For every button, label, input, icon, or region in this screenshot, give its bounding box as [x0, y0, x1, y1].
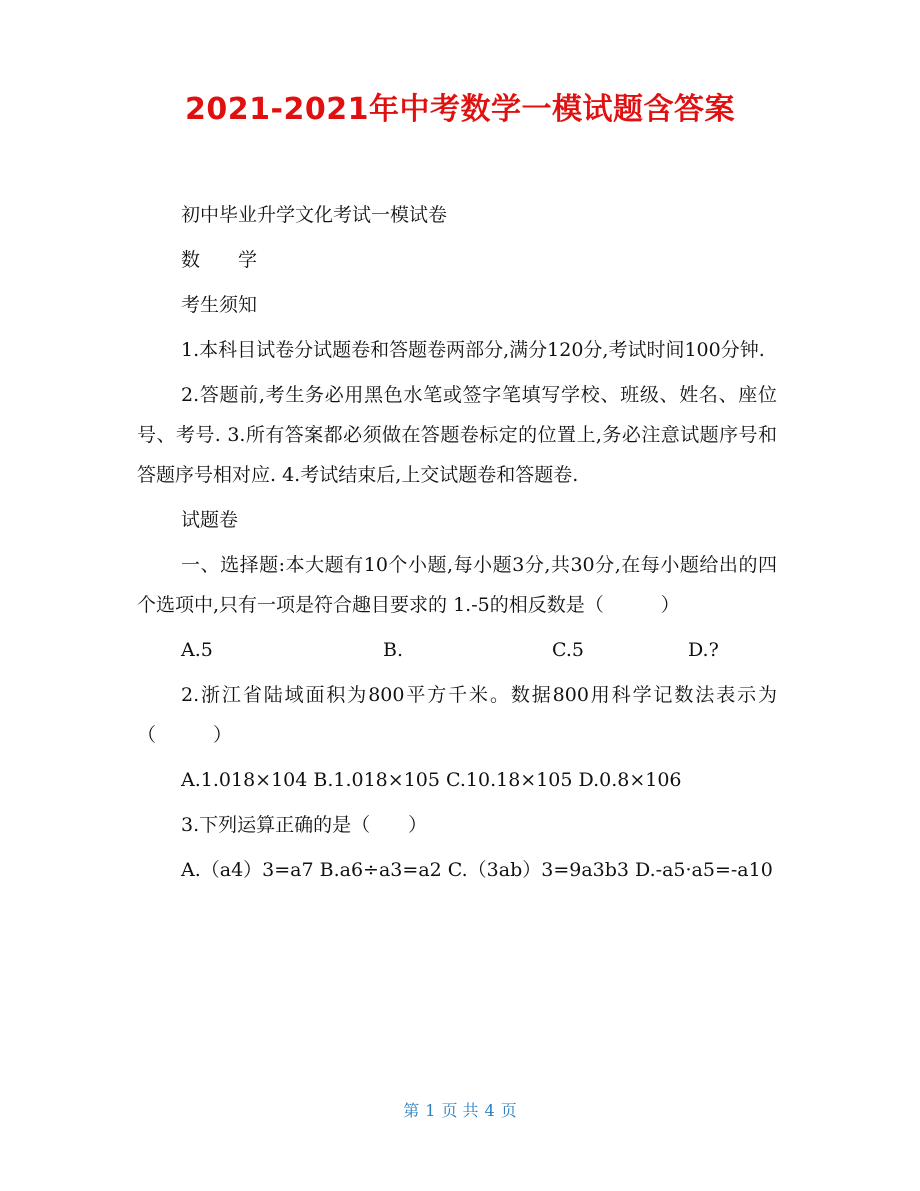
document-title: 2021-2021年中考数学一模试题含答案	[185, 92, 735, 127]
q3-options: A.（a4）3=a7 B.a6÷a3=a2 C.（3ab）3=9a3b3 D.-a5·a5=-a10	[181, 859, 773, 881]
footer-suffix: 页	[500, 1101, 517, 1120]
section-1-intro: 一、选择题:本大题有10个小题,每小题3分,共30分,在每小题给出的四个选项中,只有一项是符合趣目要求的 1.-5的相反数是（ ）	[137, 554, 777, 616]
q1-option-a: A.5	[181, 639, 213, 661]
footer-page-number: 1	[425, 1101, 436, 1120]
q3-stem: 3.下列运算正确的是（ ）	[181, 814, 428, 836]
notice-item-1: 1.本科目试卷分试题卷和答题卷两部分,满分120分,考试时间100分钟.	[181, 339, 765, 361]
footer-total-pages: 4	[484, 1101, 495, 1120]
q1-option-d: D.?	[688, 639, 719, 661]
header-line: 初中毕业升学文化考试一模试卷	[181, 204, 448, 226]
footer-prefix: 第	[403, 1101, 420, 1120]
notice-heading: 考生须知	[181, 294, 258, 316]
q2-stem: 2.浙江省陆域面积为800平方千米。数据800用科学记数法表示为（ ）	[137, 684, 777, 746]
q1-options	[137, 630, 777, 670]
notice-item-2: 2.答题前,考生务必用黑色水笔或签字笔填写学校、班级、姓名、座位号、考号. 3.所有答案都必须做在答题卷标定的位置上,务必注意试题序号和答题序号相对应. 4.考试结束后,上交试题卷和答题卷.	[137, 384, 777, 486]
q1-option-c: C.5	[552, 639, 584, 661]
subject-line: 数 学	[181, 249, 258, 271]
q2-options: A.1.018×104 B.1.018×105 C.10.18×105 D.0.8×106	[181, 769, 682, 791]
footer-middle: 页 共	[441, 1101, 479, 1120]
document-body	[137, 195, 777, 895]
section-heading: 试题卷	[181, 509, 239, 531]
page-footer	[0, 1098, 920, 1121]
q1-option-b: B.	[383, 639, 404, 661]
